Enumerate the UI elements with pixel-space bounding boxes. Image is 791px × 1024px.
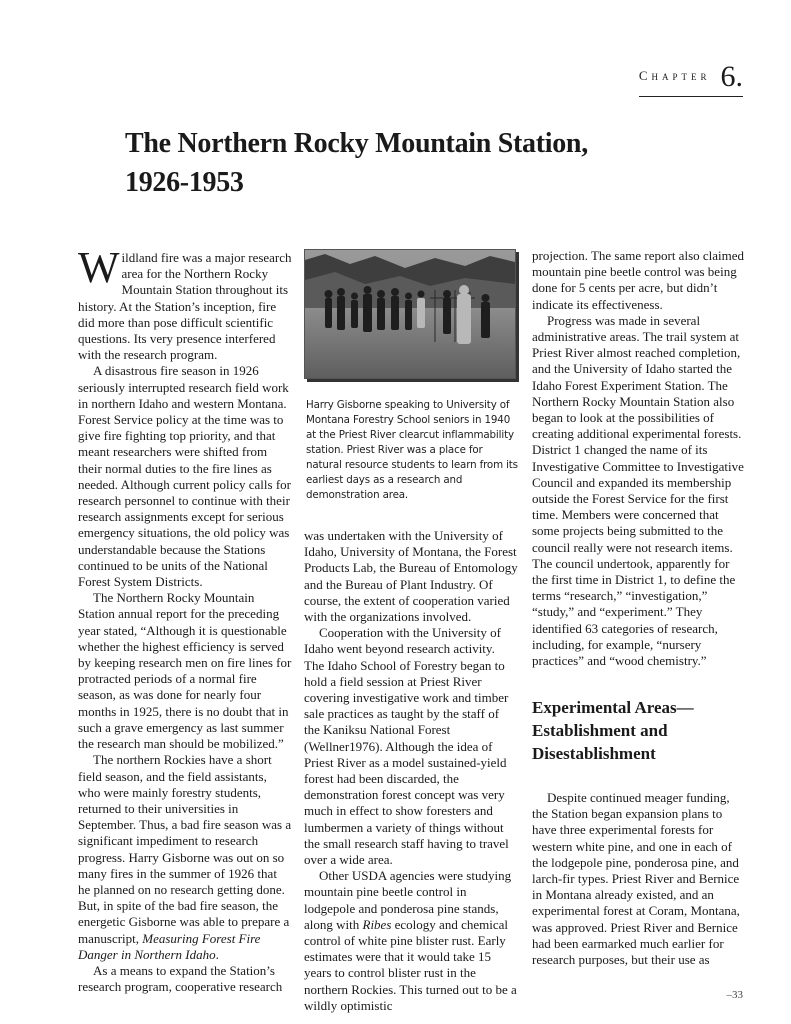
page-title <box>125 124 725 202</box>
paragraph: was undertaken with the University of Idaho, University of Montana, the Forest Products Lab, the Bureau of Entomology and the Bureau of Plant Industry. Of course, the extent of cooperation varied with the organizations involved. <box>304 528 518 625</box>
paragraph: As a means to expand the Station’s research program, cooperative research <box>78 962 283 995</box>
chapter-number: 6. <box>720 60 743 93</box>
section-heading-line: Experimental Areas— <box>532 698 694 717</box>
paragraph <box>78 752 292 963</box>
paragraph <box>304 868 518 1014</box>
paragraph: Cooperation with the University of Idaho went beyond research activity. The Idaho School of Forestry began to hold a field session at Priest River covering investigative work and timber sale practices as taught by the staff of the Kaniksu National Forest (Wellner1976). Although the idea of Priest River as a model sustained-yield forest had been discarded, the demonstration forest concept was very much in effect to show foresters and lumbermen a variety of things without the small research staff having to travel over a wide area. <box>304 625 509 868</box>
text-column-middle <box>304 528 518 1014</box>
chapter-heading <box>639 60 743 97</box>
paragraph: Progress was made in several administrative areas. The trail system at Priest River almost reached completion, and the University of Idaho started the Idaho Forest Experiment Station. The Northern Rocky Mountain Station also began to look at the possibilities of creating additional experimental forests. District 1 changed the name of its Investigative Committee to Investigative Council and expanded its membership outside the Forest Service for the first time. Members were concerned that some projects being submitted to the council really were not research items. The council undertook, apparently for the first time in District 1, to define the terms “research,” “investigation,” “study,” and “experiment.” They identified 63 categories of research, including, for example, “nursery practices” and “wood chemistry.” <box>532 312 744 669</box>
section-heading-line: Establishment and <box>532 721 668 740</box>
text-column-left <box>78 243 292 995</box>
title-line-1: The Northern Rocky Mountain Station, <box>125 128 588 159</box>
photo-caption: Harry Gisborne speaking to University of Montana Forestry School seniors in 1940 at the Priest River clearcut inflammability station. Priest River was a place for natural resource students to learn from its earliest days as a research and demonstration area. <box>306 399 518 501</box>
paragraph: projection. The same report also claimed mountain pine beetle control was being done for 5 cents per acre, but didn’t indicate its effectiveness. <box>532 248 745 312</box>
text-column-right <box>532 248 746 669</box>
genus-name: Ribes <box>362 916 392 932</box>
text-column-right-lower <box>532 790 746 968</box>
paragraph-text: ecology and chemical control of white pine blister rust. Early estimates were that it would take 15 years to control blister rust in the northern Rockies. This turned out to be a wildly optimistic <box>304 916 517 1013</box>
book-title: Measuring Forest Fire Danger in Northern Idaho <box>78 930 261 962</box>
paragraph: Despite continued meager funding, the Station began expansion plans to have three experimental forests for western white pine, and one in each of the lodgepole pine, ponderosa pine, and larch-fir types. Priest River and Bernice in Montana already existed, and an experimental forest at Coram, Montana, was approved. Priest River and Bernice had been earmarked much earlier for research purposes, but their use as <box>532 790 740 968</box>
paragraph: The Northern Rocky Mountain Station annual report for the preceding year stated, “Although it is questionable whether the highest efficiency is served by keeping research men on fire lines for protracted periods of a normal fire season, as was done for nearly four months in 1925, there is no doubt that in such a grave emergency as last summer the research man should be mobilized.” <box>78 590 292 752</box>
page-number: –33 <box>726 989 743 1001</box>
drop-cap: W <box>78 243 120 292</box>
paragraph-text: ildland fire was a major research area for the Northern Rocky Mountain Station throughout its history. At the Station’s inception, fire did more than pose difficult scientific questions. Its very presence interfered with the research program. <box>78 250 292 363</box>
section-heading-line: Disestablishment <box>532 744 656 763</box>
paragraph-text: The northern Rockies have a short field season, and the field assistants, who were mainly forestry students, returned to their universities in September. Thus, a bad fire season was a significant impediment to research progress. Harry Gisborne was out on so many fires in the summer of 1926 that he planned on no research getting done. But, in spite of the bad fire season, the energetic Gisborne was able to prepare a manuscript, <box>78 752 292 946</box>
photo-people-in-forest-clearing-icon <box>305 250 515 378</box>
title-line-2: 1926-1953 <box>125 167 244 198</box>
chapter-word: Chapter <box>638 68 711 83</box>
paragraph-text: . <box>215 946 219 962</box>
historic-photo <box>304 249 516 379</box>
paragraph-text: Other USDA agencies were studying mountain pine beetle control in lodgepole and ponderosa pine stands, along with <box>304 868 512 932</box>
section-heading <box>532 696 746 765</box>
paragraph: A disastrous fire season in 1926 seriously interrupted research field work in northern Idaho and western Montana. Forest Service policy at the time was to give fire fighting top priority, and that meant researchers were shifted from their normal duties to the fire lines as needed. Although current policy calls for research personnel to continue with their research assignments except for serious emergency situations, the old policy was understandable because the Stations continued to be units of the National Forest System Districts. <box>78 363 291 590</box>
paragraph <box>78 243 292 363</box>
